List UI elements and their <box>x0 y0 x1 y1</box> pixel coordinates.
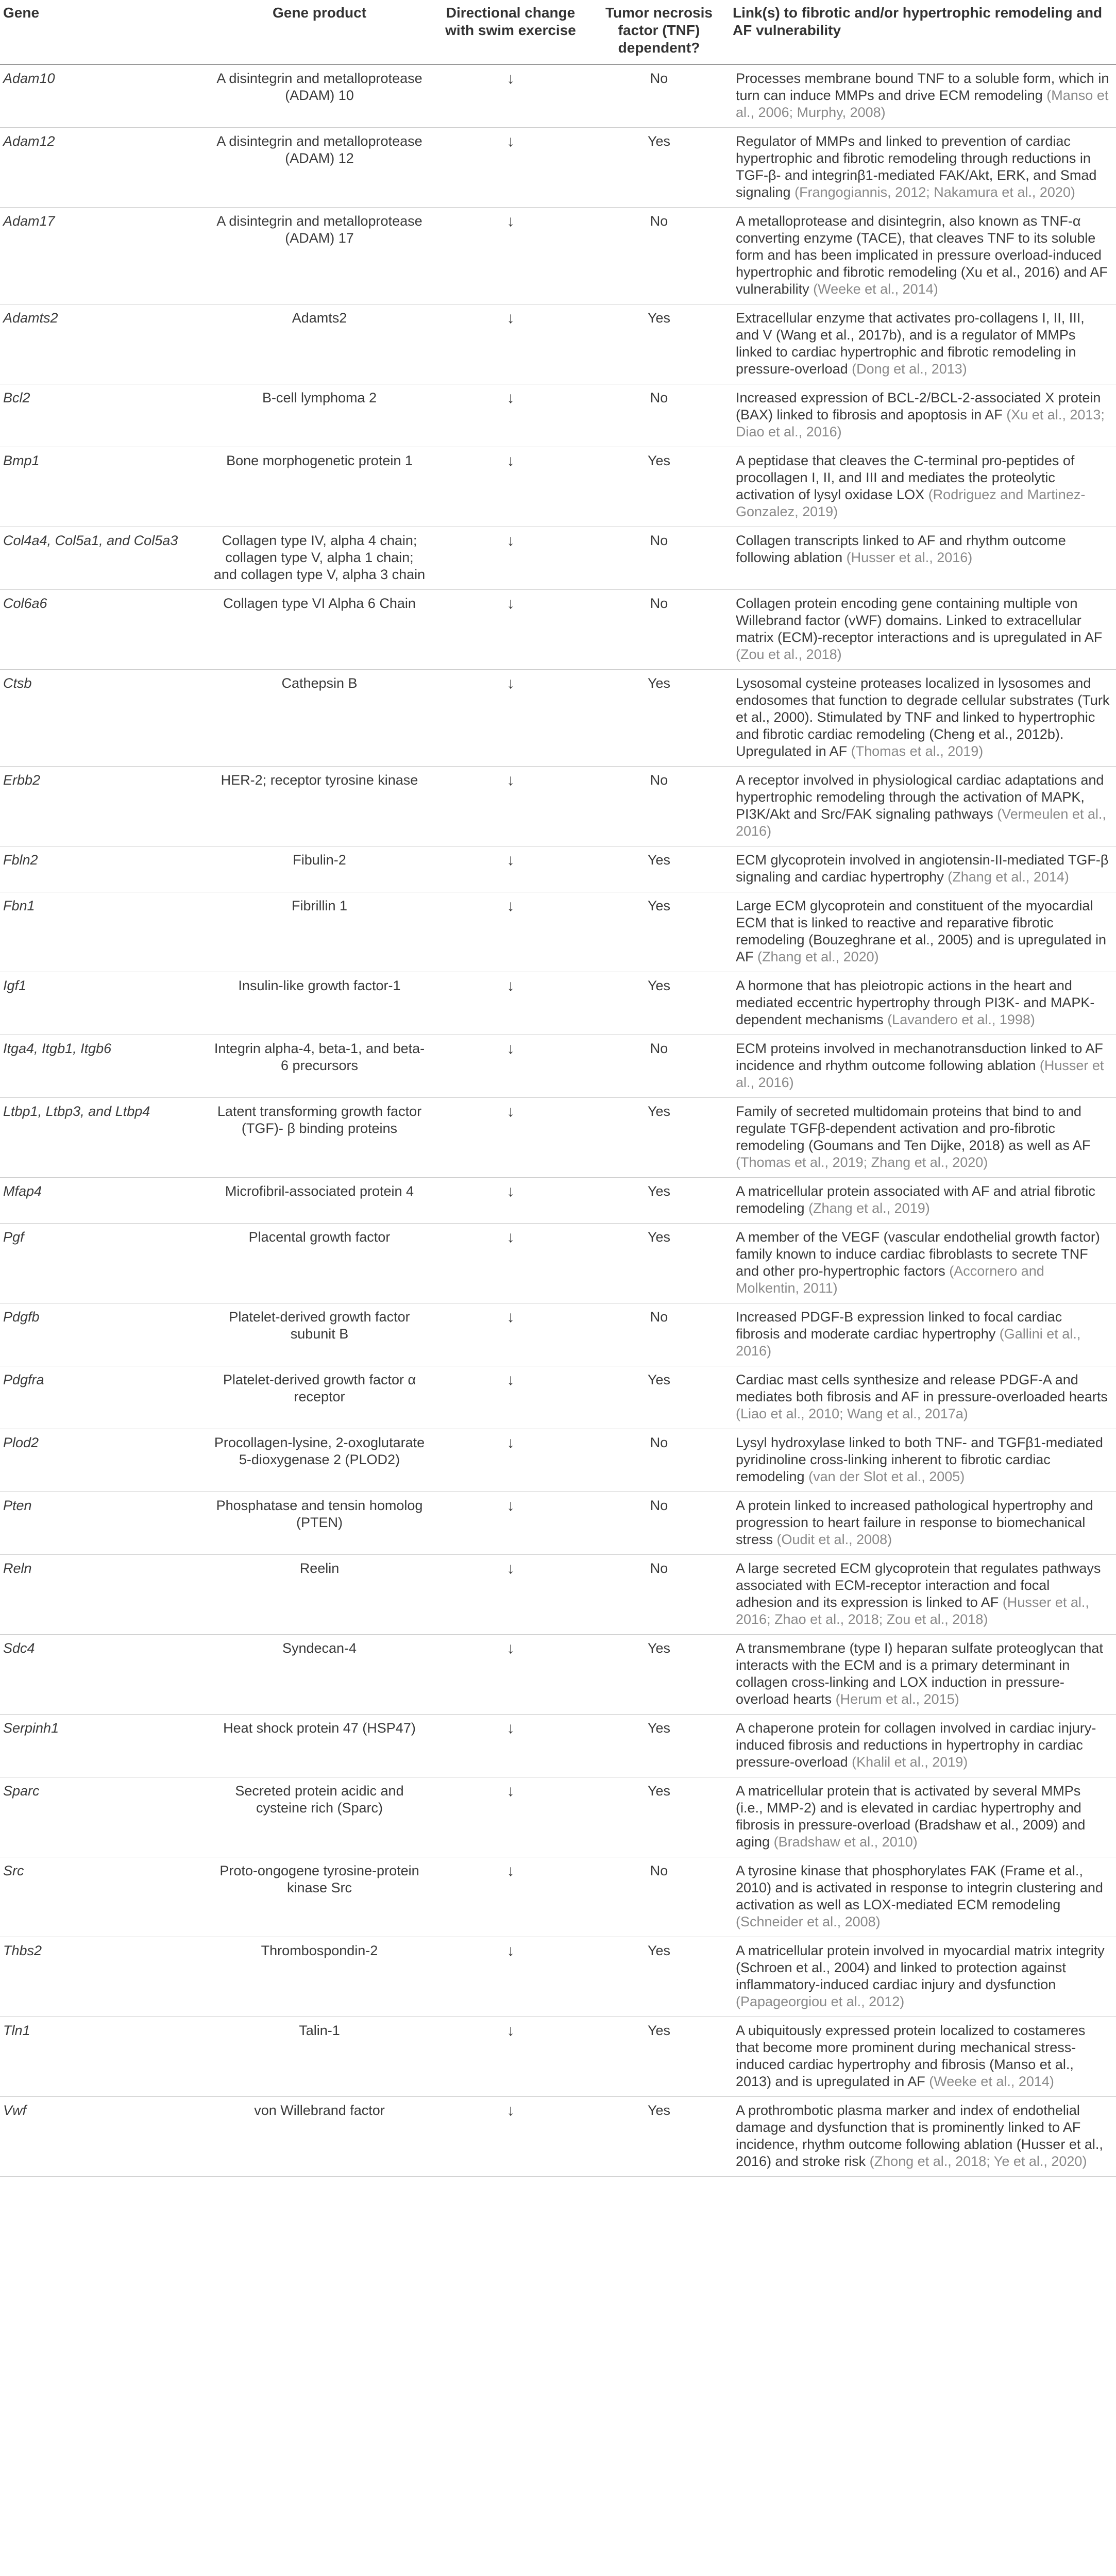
gene-cell: Reln <box>0 1555 206 1635</box>
direction-cell: ↓ <box>433 1555 588 1635</box>
direction-cell: ↓ <box>433 1492 588 1555</box>
tnf-cell: Yes <box>588 1178 730 1224</box>
gene-product-cell: Phosphatase and tensin homolog (PTEN) <box>206 1492 433 1555</box>
link-cell <box>730 1303 1116 1366</box>
reference-citation: (Schneider et al., 2008) <box>736 1914 881 1929</box>
direction-cell: ↓ <box>433 1635 588 1715</box>
gene-cell: Adam10 <box>0 64 206 128</box>
direction-cell: ↓ <box>433 208 588 304</box>
gene-cell: Plod2 <box>0 1429 206 1492</box>
reference-citation: (Zhang et al., 2019) <box>808 1200 930 1216</box>
table-row <box>0 892 1116 972</box>
tnf-cell: No <box>588 384 730 447</box>
link-text: Family of secreted multidomain proteins that bind to and regulate TGFβ-dependent activation and pro-fibrotic remodeling (Goumans and Ten Dijke, 2018) as well as AF <box>736 1104 1091 1153</box>
gene-cell: Bmp1 <box>0 447 206 527</box>
reference-citation: (Bradshaw et al., 2010) <box>773 1834 918 1850</box>
link-text: A matricellular protein involved in myocardial matrix integrity (Schroen et al., 2004) and linked to protection against inflammatory-induced cardiac injury and dysfunction <box>736 1943 1105 1992</box>
link-text: A prothrombotic plasma marker and index of endothelial damage and dysfunction that is prominently linked to AF incidence, rhythm outcome following ablation (Husser et al., 2016) and stroke risk <box>736 2103 1103 2169</box>
table-row <box>0 304 1116 384</box>
link-text: A chaperone protein for collagen involved in cardiac injury-induced fibrosis and reductions in hypertrophy in cardiac pressure-overload <box>736 1720 1096 1770</box>
link-text: A large secreted ECM glycoprotein that regulates pathways associated with ECM-receptor interaction and focal adhesion and its expression is linked to AF <box>736 1561 1101 1610</box>
gene-cell: Adamts2 <box>0 304 206 384</box>
reference-citation: (Xu et al., 2013; Diao et al., 2016) <box>736 407 1105 439</box>
gene-cell: Pten <box>0 1492 206 1555</box>
tnf-cell: No <box>588 64 730 128</box>
table-row <box>0 1555 1116 1635</box>
reference-citation: (Husser et al., 2016) <box>846 550 973 565</box>
link-cell <box>730 2017 1116 2097</box>
header-row <box>0 0 1116 64</box>
gene-cell: Col4a4, Col5a1, and Col5a3 <box>0 527 206 590</box>
table-row <box>0 1937 1116 2017</box>
tnf-cell: Yes <box>588 670 730 767</box>
link-cell <box>730 767 1116 846</box>
table-row <box>0 384 1116 447</box>
table-row <box>0 767 1116 846</box>
gene-product-cell: Fibulin-2 <box>206 846 433 892</box>
gene-cell: Sparc <box>0 1777 206 1857</box>
tnf-cell: Yes <box>588 1715 730 1777</box>
tnf-cell: Yes <box>588 447 730 527</box>
tnf-cell: Yes <box>588 892 730 972</box>
gene-cell: Ctsb <box>0 670 206 767</box>
link-text: Cardiac mast cells synthesize and release PDGF-A and mediates both fibrosis and AF in pressure-overloaded hearts <box>736 1372 1108 1404</box>
link-text: A protein linked to increased pathological hypertrophy and progression to heart failure in response to biomechanical stress <box>736 1498 1093 1547</box>
table-row <box>0 1303 1116 1366</box>
table-row <box>0 972 1116 1035</box>
gene-product-cell: Microfibril-associated protein 4 <box>206 1178 433 1224</box>
link-cell <box>730 1035 1116 1098</box>
direction-cell: ↓ <box>433 2017 588 2097</box>
gene-product-cell: Collagen type IV, alpha 4 chain; collagen type V, alpha 1 chain; and collagen type V, alpha 3 chain <box>206 527 433 590</box>
gene-cell: Thbs2 <box>0 1937 206 2017</box>
gene-product-cell: Heat shock protein 47 (HSP47) <box>206 1715 433 1777</box>
gene-product-cell: Talin-1 <box>206 2017 433 2097</box>
link-cell <box>730 846 1116 892</box>
link-text: Regulator of MMPs and linked to prevention of cardiac hypertrophic and fibrotic remodeling through reductions in TGF-β- and integrinβ1-mediated FAK/Akt, ERK, and Smad signaling <box>736 133 1097 200</box>
direction-cell: ↓ <box>433 972 588 1035</box>
reference-citation: (Oudit et al., 2008) <box>776 1532 892 1547</box>
direction-cell: ↓ <box>433 1098 588 1178</box>
direction-cell: ↓ <box>433 1777 588 1857</box>
gene-product-cell: Secreted protein acidic and cysteine rich (Sparc) <box>206 1777 433 1857</box>
gene-product-cell: Cathepsin B <box>206 670 433 767</box>
reference-citation: (Weeke et al., 2014) <box>929 2074 1054 2089</box>
header-tnf-dependent: Tumor necrosis factor (TNF) dependent? <box>588 0 730 64</box>
link-cell <box>730 527 1116 590</box>
reference-citation: (Zhong et al., 2018; Ye et al., 2020) <box>869 2154 1087 2169</box>
gene-product-cell: HER-2; receptor tyrosine kinase <box>206 767 433 846</box>
gene-cell: Bcl2 <box>0 384 206 447</box>
tnf-cell: No <box>588 1303 730 1366</box>
gene-product-cell: von Willebrand factor <box>206 2097 433 2177</box>
tnf-cell: Yes <box>588 128 730 208</box>
table-row <box>0 1715 1116 1777</box>
direction-cell: ↓ <box>433 767 588 846</box>
link-cell <box>730 1777 1116 1857</box>
header-direction: Directional change with swim exercise <box>433 0 588 64</box>
link-cell <box>730 1492 1116 1555</box>
gene-cell: Pgf <box>0 1224 206 1303</box>
header-link: Link(s) to fibrotic and/or hypertrophic remodeling and AF vulnerability <box>730 0 1116 64</box>
tnf-cell: No <box>588 208 730 304</box>
direction-cell: ↓ <box>433 1366 588 1429</box>
link-text: Lysosomal cysteine proteases localized in lysosomes and endosomes that function to degrade cellular substrates (Turk et al., 2000). Stimulated by TNF and linked to hypertrophic and fibrotic cardiac remodeling (Cheng et al., 2012b). Upregulated in AF <box>736 675 1110 759</box>
tnf-cell: No <box>588 1035 730 1098</box>
link-text: A receptor involved in physiological cardiac adaptations and hypertrophic remodeling through the activation of MAPK, PI3K/Akt and Src/FAK signaling pathways <box>736 772 1104 822</box>
link-text: Lysyl hydroxylase linked to both TNF- and TGFβ1-mediated pyridinoline cross-linking inherent to fibrotic cardiac remodeling <box>736 1435 1103 1484</box>
reference-citation: (Manso et al., 2006; Murphy, 2008) <box>736 88 1109 120</box>
reference-citation: (Liao et al., 2010; Wang et al., 2017a) <box>736 1406 968 1421</box>
link-text: A metalloprotease and disintegrin, also known as TNF-α converting enzyme (TACE), that cleaves TNF to its soluble form and has been implicated in pressure overload-induced hypertrophic and fibrotic remodeling (Xu et al., 2016) and AF vulnerability <box>736 213 1108 297</box>
reference-citation: (Papageorgiou et al., 2012) <box>736 1994 905 2009</box>
header-gene: Gene <box>0 0 206 64</box>
table-row <box>0 447 1116 527</box>
direction-cell: ↓ <box>433 1303 588 1366</box>
reference-citation: (Dong et al., 2013) <box>852 361 967 377</box>
link-cell <box>730 128 1116 208</box>
direction-cell: ↓ <box>433 1715 588 1777</box>
direction-cell: ↓ <box>433 590 588 670</box>
table-row <box>0 2097 1116 2177</box>
reference-citation: (Husser et al., 2016; Zhao et al., 2018; Zou et al., 2018) <box>736 1595 1089 1627</box>
link-text: Increased PDGF-B expression linked to focal cardiac fibrosis and moderate cardiac hypertrophy <box>736 1309 1062 1342</box>
table-row <box>0 1429 1116 1492</box>
table-row <box>0 846 1116 892</box>
reference-citation: (Gallini et al., 2016) <box>736 1326 1081 1359</box>
table-row <box>0 1224 1116 1303</box>
gene-cell: Serpinh1 <box>0 1715 206 1777</box>
link-cell <box>730 1937 1116 2017</box>
gene-cell: Igf1 <box>0 972 206 1035</box>
direction-cell: ↓ <box>433 447 588 527</box>
table-row <box>0 128 1116 208</box>
reference-citation: (Weeke et al., 2014) <box>813 281 938 297</box>
direction-cell: ↓ <box>433 892 588 972</box>
link-cell <box>730 590 1116 670</box>
direction-cell: ↓ <box>433 1035 588 1098</box>
tnf-cell: Yes <box>588 1366 730 1429</box>
tnf-cell: No <box>588 527 730 590</box>
link-text: Collagen transcripts linked to AF and rhythm outcome following ablation <box>736 533 1066 565</box>
link-text: A matricellular protein that is activated by several MMPs (i.e., MMP-2) and is elevated in cardiac hypertrophy and fibrosis in pressure-overload (Bradshaw et al., 2009) and aging <box>736 1783 1086 1850</box>
gene-product-cell: A disintegrin and metalloprotease (ADAM) 17 <box>206 208 433 304</box>
gene-product-cell: Adamts2 <box>206 304 433 384</box>
table-row <box>0 527 1116 590</box>
tnf-cell: No <box>588 767 730 846</box>
link-text: Collagen protein encoding gene containing multiple von Willebrand factor (vWF) domains. Linked to extracellular matrix (ECM)-receptor interactions and is upregulated in AF <box>736 596 1103 645</box>
gene-cell: Fbn1 <box>0 892 206 972</box>
table-row <box>0 1635 1116 1715</box>
reference-citation: (Thomas et al., 2019; Zhang et al., 2020) <box>736 1155 988 1170</box>
tnf-cell: No <box>588 1429 730 1492</box>
link-text: A member of the VEGF (vascular endothelial growth factor) family known to induce cardiac fibroblasts to secrete TNF and other pro-hypertrophic factors <box>736 1229 1100 1279</box>
table-row <box>0 1366 1116 1429</box>
link-text: A matricellular protein associated with AF and atrial fibrotic remodeling <box>736 1183 1095 1216</box>
direction-cell: ↓ <box>433 128 588 208</box>
gene-product-cell: Insulin-like growth factor-1 <box>206 972 433 1035</box>
gene-cell: Col6a6 <box>0 590 206 670</box>
direction-cell: ↓ <box>433 527 588 590</box>
direction-cell: ↓ <box>433 1857 588 1937</box>
direction-cell: ↓ <box>433 1224 588 1303</box>
reference-citation: (Vermeulen et al., 2016) <box>736 806 1106 839</box>
gene-product-cell: Reelin <box>206 1555 433 1635</box>
tnf-cell: Yes <box>588 1098 730 1178</box>
link-text: Large ECM glycoprotein and constituent of the myocardial ECM that is linked to reactive and reparative fibrotic remodeling (Bouzeghrane et al., 2005) and is upregulated in AF <box>736 898 1106 964</box>
table-row <box>0 1178 1116 1224</box>
link-cell <box>730 1366 1116 1429</box>
gene-cell: Ltbp1, Ltbp3, and Ltbp4 <box>0 1098 206 1178</box>
table-row <box>0 1492 1116 1555</box>
tnf-cell: Yes <box>588 1224 730 1303</box>
table-row <box>0 590 1116 670</box>
gene-cell: Sdc4 <box>0 1635 206 1715</box>
tnf-cell: No <box>588 1857 730 1937</box>
link-text: A peptidase that cleaves the C-terminal pro-peptides of procollagen I, II, and III and mediates the proteolytic activation of lysyl oxidase LOX <box>736 453 1075 502</box>
link-text: Increased expression of BCL-2/BCL-2-associated X protein (BAX) linked to fibrosis and apoptosis in AF <box>736 390 1101 422</box>
reference-citation: (Husser et al., 2016) <box>736 1058 1104 1090</box>
link-cell <box>730 1429 1116 1492</box>
link-cell <box>730 892 1116 972</box>
gene-product-cell: Thrombospondin-2 <box>206 1937 433 2017</box>
gene-product-cell: Procollagen-lysine, 2-oxoglutarate 5-dioxygenase 2 (PLOD2) <box>206 1429 433 1492</box>
reference-citation: (van der Slot et al., 2005) <box>808 1469 965 1484</box>
gene-product-cell: A disintegrin and metalloprotease (ADAM) 10 <box>206 64 433 128</box>
gene-product-cell: Platelet-derived growth factor subunit B <box>206 1303 433 1366</box>
tnf-cell: Yes <box>588 2017 730 2097</box>
gene-cell: Fbln2 <box>0 846 206 892</box>
direction-cell: ↓ <box>433 1937 588 2017</box>
table-body <box>0 64 1116 2177</box>
gene-product-cell: Fibrillin 1 <box>206 892 433 972</box>
gene-cell: Mfap4 <box>0 1178 206 1224</box>
direction-cell: ↓ <box>433 1429 588 1492</box>
gene-product-cell: B-cell lymphoma 2 <box>206 384 433 447</box>
table-row <box>0 1098 1116 1178</box>
link-cell <box>730 1098 1116 1178</box>
direction-cell: ↓ <box>433 846 588 892</box>
gene-cell: Src <box>0 1857 206 1937</box>
link-cell <box>730 2097 1116 2177</box>
link-cell <box>730 1635 1116 1715</box>
tnf-cell: No <box>588 590 730 670</box>
reference-citation: (Rodriguez and Martinez-Gonzalez, 2019) <box>736 487 1086 519</box>
reference-citation: (Zou et al., 2018) <box>736 647 842 662</box>
link-text: Extracellular enzyme that activates pro-collagens I, II, III, and V (Wang et al., 2017b), and is a regulator of MMPs linked to cardiac hypertrophic and fibrotic remodeling in pressure-overload <box>736 310 1085 377</box>
gene-product-cell: Latent transforming growth factor (TGF)- β binding proteins <box>206 1098 433 1178</box>
link-text: ECM proteins involved in mechanotransduction linked to AF incidence and rhythm outcome following ablation <box>736 1041 1103 1073</box>
direction-cell: ↓ <box>433 384 588 447</box>
reference-citation: (Khalil et al., 2019) <box>852 1754 968 1770</box>
gene-product-cell: Collagen type VI Alpha 6 Chain <box>206 590 433 670</box>
link-text: ECM glycoprotein involved in angiotensin-II-mediated TGF-β signaling and cardiac hypertrophy <box>736 852 1109 885</box>
tnf-cell: Yes <box>588 972 730 1035</box>
link-cell <box>730 64 1116 128</box>
direction-cell: ↓ <box>433 2097 588 2177</box>
link-cell <box>730 447 1116 527</box>
gene-product-cell: A disintegrin and metalloprotease (ADAM) 12 <box>206 128 433 208</box>
link-text: A ubiquitously expressed protein localized to costameres that become more prominent during mechanical stress-induced cardiac hypertrophy and fibrosis (Manso et al., 2013) and is upregulated in AF <box>736 2023 1086 2089</box>
gene-cell: Adam17 <box>0 208 206 304</box>
link-cell <box>730 670 1116 767</box>
gene-cell: Pdgfb <box>0 1303 206 1366</box>
gene-cell: Adam12 <box>0 128 206 208</box>
table-row <box>0 670 1116 767</box>
table-row <box>0 2017 1116 2097</box>
reference-citation: (Zhang et al., 2020) <box>757 949 879 964</box>
link-cell <box>730 972 1116 1035</box>
gene-cell: Tln1 <box>0 2017 206 2097</box>
direction-cell: ↓ <box>433 1178 588 1224</box>
tnf-cell: Yes <box>588 1777 730 1857</box>
direction-cell: ↓ <box>433 670 588 767</box>
link-cell <box>730 1555 1116 1635</box>
gene-cell: Erbb2 <box>0 767 206 846</box>
tnf-cell: No <box>588 1492 730 1555</box>
table-row <box>0 1857 1116 1937</box>
tnf-cell: Yes <box>588 1937 730 2017</box>
table-row <box>0 64 1116 128</box>
gene-product-cell: Syndecan-4 <box>206 1635 433 1715</box>
reference-citation: (Zhang et al., 2014) <box>948 869 1069 885</box>
tnf-cell: No <box>588 1555 730 1635</box>
link-cell <box>730 384 1116 447</box>
gene-cell: Itga4, Itgb1, Itgb6 <box>0 1035 206 1098</box>
link-text: A hormone that has pleiotropic actions in the heart and mediated eccentric hypertrophy through PI3K- and MAPK-dependent mechanisms <box>736 978 1095 1027</box>
reference-citation: (Herum et al., 2015) <box>835 1691 959 1707</box>
header-gene-product: Gene product <box>206 0 433 64</box>
link-cell <box>730 1178 1116 1224</box>
gene-cell: Pdgfra <box>0 1366 206 1429</box>
gene-cell: Vwf <box>0 2097 206 2177</box>
tnf-cell: Yes <box>588 304 730 384</box>
tnf-cell: Yes <box>588 846 730 892</box>
gene-product-cell: Placental growth factor <box>206 1224 433 1303</box>
link-cell <box>730 208 1116 304</box>
direction-cell: ↓ <box>433 304 588 384</box>
tnf-cell: Yes <box>588 2097 730 2177</box>
gene-product-cell: Bone morphogenetic protein 1 <box>206 447 433 527</box>
reference-citation: (Accornero and Molkentin, 2011) <box>736 1263 1044 1296</box>
gene-product-cell: Integrin alpha-4, beta-1, and beta-6 precursors <box>206 1035 433 1098</box>
table-row <box>0 208 1116 304</box>
link-text: A transmembrane (type I) heparan sulfate proteoglycan that interacts with the ECM and is a primary determinant in collagen cross-linking and LOX induction in pressure-overload hearts <box>736 1640 1103 1707</box>
link-cell <box>730 1857 1116 1937</box>
direction-cell: ↓ <box>433 64 588 128</box>
link-text: Processes membrane bound TNF to a soluble form, which in turn can induce MMPs and drive ECM remodeling <box>736 71 1109 103</box>
tnf-cell: Yes <box>588 1635 730 1715</box>
table-row <box>0 1035 1116 1098</box>
link-text: A tyrosine kinase that phosphorylates FAK (Frame et al., 2010) and is activated in response to integrin clustering and activation as well as LOX-mediated ECM remodeling <box>736 1863 1103 1912</box>
reference-citation: (Frangogiannis, 2012; Nakamura et al., 2020) <box>794 184 1075 200</box>
link-cell <box>730 1715 1116 1777</box>
link-cell <box>730 304 1116 384</box>
reference-citation: (Lavandero et al., 1998) <box>887 1012 1035 1027</box>
link-cell <box>730 1224 1116 1303</box>
reference-citation: (Thomas et al., 2019) <box>851 743 984 759</box>
gene-product-cell: Platelet-derived growth factor α receptor <box>206 1366 433 1429</box>
table-header <box>0 0 1116 64</box>
table-row <box>0 1777 1116 1857</box>
gene-product-cell: Proto-ongogene tyrosine-protein kinase Src <box>206 1857 433 1937</box>
